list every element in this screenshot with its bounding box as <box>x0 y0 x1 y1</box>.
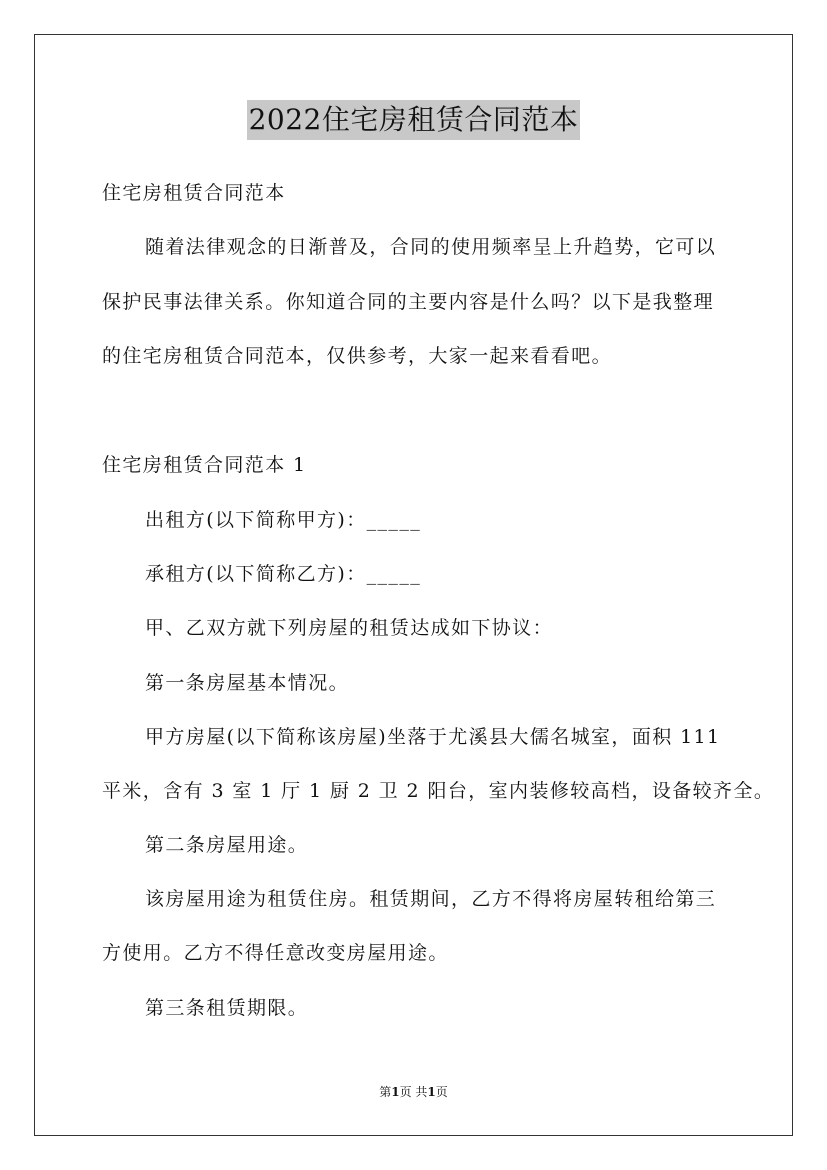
footer-mid: 页 共 <box>399 1085 428 1099</box>
section-heading: 住宅房租赁合同范本 <box>102 182 286 204</box>
article-text-line: 该房屋用途为租赁住房。租赁期间，乙方不得将房屋转租给第三 <box>145 888 717 910</box>
article-heading: 第三条租赁期限。 <box>145 997 309 1019</box>
footer-suffix: 页 <box>435 1085 448 1099</box>
article-text-line: 平米，含有 3 室 1 厅 1 厨 2 卫 2 阳台，室内装修较高档，设备较齐全。 <box>102 780 775 802</box>
intro-paragraph-line: 保护民事法律关系。你知道合同的主要内容是什么吗？以下是我整理 <box>102 291 715 313</box>
page-footer <box>0 1084 827 1100</box>
title-container <box>0 100 827 140</box>
footer-page-total: 1 <box>427 1085 436 1099</box>
article-text-line: 甲方房屋(以下简称该房屋)坐落于尤溪县大儒名城室，面积 111 <box>145 726 721 748</box>
intro-paragraph-line: 的住宅房租赁合同范本，仅供参考，大家一起来看看吧。 <box>102 345 613 367</box>
contract-heading: 住宅房租赁合同范本 1 <box>102 454 307 476</box>
intro-paragraph-line: 随着法律观念的日渐普及，合同的使用频率呈上升趋势，它可以 <box>145 236 717 258</box>
lessor-line: 出租方(以下简称甲方)：_____ <box>145 509 422 531</box>
article-heading: 第二条房屋用途。 <box>145 834 309 856</box>
article-heading: 第一条房屋基本情况。 <box>145 672 350 694</box>
footer-prefix: 第 <box>379 1085 392 1099</box>
agreement-line: 甲、乙双方就下列房屋的租赁达成如下协议： <box>145 617 554 639</box>
footer-page-number: 1 <box>391 1085 400 1099</box>
article-text-line: 方使用。乙方不得任意改变房屋用途。 <box>102 942 449 964</box>
document-title: 2022住宅房租赁合同范本 <box>247 100 581 140</box>
lessee-line: 承租方(以下简称乙方)：_____ <box>145 563 422 585</box>
